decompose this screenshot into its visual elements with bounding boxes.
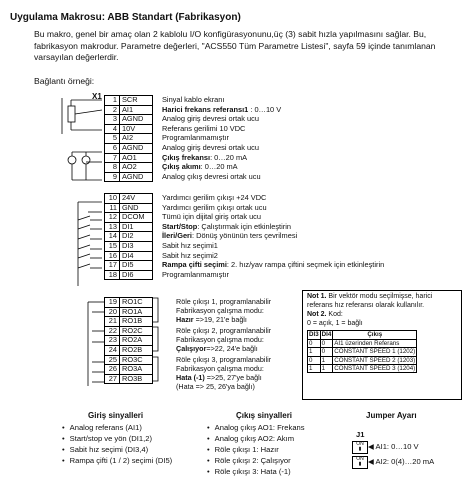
terminal-row [105,261,153,271]
terminal-code: 24V [120,194,153,204]
intro-paragraph: Bu makro, genel bir amaç olan 2 kablolu I/O konfigürasyonunu,üç (3) sabit hızla yapılmasını sağlar. Bu, fabrikasyon makrodur. Parametre değerleri, "ACS550 Tüm Parametre Listesi", sayfa 59 içinde tanımlanan varsayılan değerlerdir. [34,29,436,62]
example-label: Bağlantı örneği: [34,76,95,86]
terminal-description [162,203,384,213]
terminal-description [162,124,281,134]
outputs-list [207,422,305,477]
terminal-description-text: Yardımcı gerilim çıkışı ortak ucu [162,202,267,212]
speed-table-row [308,348,417,356]
relay-descriptions [176,297,271,391]
output-signal-item: • Analog çıkış AO2: Akım [207,433,305,444]
terminal-table-digital [104,193,153,280]
jumper-ai2: ◀ AI2: 0(4)…20 mA [368,457,435,466]
terminal-description-bold: Harici frekans referansı1 [162,104,249,114]
speed-table-header-cell: Çıkış [333,331,417,339]
terminal-description-text: : 2. hız/yav rampa çiftini seçmek için etkinleştirin [226,260,385,270]
speed-table-cell: 0 [308,356,321,364]
input-signal-item: • Sabit hız seçimi (DI3,4) [62,444,172,455]
inputs-title: Giriş sinyalleri [88,411,144,420]
speed-table-header-cell: DI3 [309,331,319,339]
terminal-description-text: : 0…10 V [248,104,282,114]
terminal-description-bold: Rampa çifti seçimi [162,260,227,270]
terminal-code: AI1 [120,105,153,115]
terminal-row [105,317,153,327]
terminal-description-text: Sabit hız seçimi1 [162,240,218,250]
terminal-description [162,133,281,143]
terminal-number: 17 [105,261,120,271]
terminal-number: 27 [105,374,120,384]
terminal-code: AGND [120,172,153,182]
jumper-on-label-1: ON [356,441,364,447]
inputs-list [62,422,172,466]
relay3-fault-note: (Hata => 25, 26'ya bağlı) [176,382,255,391]
terminal-description [162,212,384,222]
terminal-row [105,241,153,251]
terminal-description [162,153,281,163]
terminal-description-text: Tümü için dijital giriş ortak ucu [162,212,261,222]
output-signal-item: • Röle çıkışı 2: Çalışıyor [207,455,305,466]
terminal-description-text: Analog giriş devresi ortak ucu [162,142,259,152]
terminal-number: 11 [105,203,120,213]
terminal-description-text: Programlanmamıştır [162,133,229,143]
terminal-code: RO3B [120,374,153,384]
speed-table-header-cell: DI4 [321,331,332,339]
jumper-ai2-text: AI2: 0(4)…20 mA [375,457,435,466]
input-signal-item: • Analog referans (AI1) [62,422,172,433]
terminal-description [162,193,384,203]
speed-table-cell: 0 [320,348,333,356]
terminal-row [105,365,153,375]
x1-label: X1 [92,92,102,101]
relay2-line1: Röle çıkışı 2, programlanabilir [176,326,272,335]
terminal-description [162,105,281,115]
terminal-number: 24 [105,345,120,355]
speed-table-row [308,356,417,364]
terminal-number: 1 [105,96,120,106]
speed-table-cell: CONSTANT SPEED 3 (1204) [334,365,416,372]
terminal-description-text: : 0…20 mA [200,162,238,172]
input-signal-item: • Rampa çifti (1 / 2) seçimi (DI5) [62,455,172,466]
speed-table-cell: CONSTANT SPEED 1 (1202) [334,348,416,356]
jumper-label: J1 [356,430,365,439]
terminal-description [162,162,281,172]
terminal-description-text: Yardımcı gerilim çıkışı +24 VDC [162,193,267,202]
output-signal-item: • Röle çıkışı 1: Hazır [207,444,305,455]
terminal-code: GND [120,203,153,213]
relay2-line2: Fabrikasyon çalışma modu: [176,335,264,344]
terminal-row [105,213,153,223]
terminal-code: RO3A [120,365,153,375]
terminal-row [105,374,153,384]
speed-table-cell: 1 [308,348,321,356]
terminal-description-bold: Çıkış frekansı [162,152,211,162]
terminal-code: 10V [120,124,153,134]
terminal-description-bold: Start/Stop [162,221,198,231]
terminal-code: AO1 [120,153,153,163]
terminal-description [162,143,281,153]
speed-table-cell: 1 [320,365,333,373]
terminal-number: 22 [105,326,120,336]
terminal-description-text: : Çalıştırmak için etkinleştirin [197,221,291,231]
wiring-schematic [58,96,110,292]
speed-table-cell: 0 [320,339,333,347]
input-signal-item: • Start/stop ve yön (DI1,2) [62,433,172,444]
terminal-table-relay [104,297,153,384]
terminal-code: RO2C [120,326,153,336]
terminal-code: AGND [120,143,153,153]
terminal-number: 9 [105,172,120,182]
terminal-code: DCOM [120,213,153,223]
terminal-code: RO1A [120,307,153,317]
digital-descriptions [162,193,384,279]
terminal-number: 20 [105,307,120,317]
terminal-description [162,95,281,105]
terminal-description-text: Programlanmamıştır [162,269,229,279]
terminal-code: RO1B [120,317,153,327]
terminal-code: DI3 [120,241,153,251]
terminal-row [105,115,153,125]
terminal-table-analog [104,95,153,182]
relay1-line2: Fabrikasyon çalışma modu: [176,306,264,315]
output-signal-item: • Analog çıkış AO1: Frekans [207,422,305,433]
relay1-connection: =>19, 21'e bağlı [193,315,247,324]
analog-descriptions [162,95,281,181]
jumper-switch-icon-2: ON ▮ [352,456,368,469]
speed-table-cell: 1 [308,365,321,373]
terminal-description [162,251,384,261]
relay1-mode: Hazır [176,315,194,324]
terminal-number: 26 [105,365,120,375]
terminal-code: RO2B [120,345,153,355]
terminal-description [162,222,384,232]
terminal-number: 3 [105,115,120,125]
terminal-description-text: Referans gerilimi 10 VDC [162,123,246,133]
speed-select-table [307,330,417,373]
terminal-code: AGND [120,115,153,125]
terminal-row [105,143,153,153]
note1-label: Not 1. [307,293,327,300]
speed-table-cell: AI1 üzerinden Referans [333,339,417,347]
relay3-line1: Röle çıkışı 3, programlanabilir [176,355,272,364]
relay2-mode: Çalışıyor [176,344,207,353]
jumper-switch-icon: ON ▮ [352,441,368,454]
jumper-title: Jumper Ayarı [366,411,417,420]
terminal-row [105,194,153,204]
relay3-connection: =>25, 27'ye bağlı [204,373,262,382]
terminal-code: DI2 [120,232,153,242]
terminal-description-text: Sinyal kablo ekranı [162,95,225,104]
terminal-number: 25 [105,355,120,365]
terminal-description-bold: Çıkış akımı [162,162,201,172]
terminal-number: 6 [105,143,120,153]
speed-table-row [308,365,417,373]
terminal-row [105,163,153,173]
terminal-number: 13 [105,222,120,232]
relay3-line2: Fabrikasyon çalışma modu: [176,364,264,373]
terminal-number: 5 [105,134,120,144]
terminal-code: AO2 [120,163,153,173]
terminal-code: RO3C [120,355,153,365]
terminal-number: 15 [105,241,120,251]
terminal-code: DI1 [120,222,153,232]
terminal-code: DI4 [120,251,153,261]
speed-table-header [308,331,417,339]
speed-table-cell: 1 [320,356,333,364]
terminal-row [105,345,153,355]
terminal-description [162,231,384,241]
jumper-on-label-2: ON [356,456,364,462]
note2-text: Kod: [326,311,343,319]
terminal-description-text: Analog çıkış devresi ortak ucu [162,171,261,181]
terminal-number: 21 [105,317,120,327]
terminal-number: 23 [105,336,120,346]
terminal-number: 16 [105,251,120,261]
terminal-description [162,172,281,182]
terminal-row [105,298,153,308]
relay2-connection: =>22, 24'e bağlı [206,344,258,353]
terminal-code: AI2 [120,134,153,144]
jumper-ai1-text: AI1: 0…10 V [375,442,419,451]
terminal-description [162,270,384,280]
speed-table-cell: 0 [308,339,321,347]
terminal-number: 4 [105,124,120,134]
terminal-number: 19 [105,298,120,308]
terminal-code: RO1C [120,298,153,308]
terminal-code: DI5 [120,261,153,271]
relay-braces [150,296,172,388]
terminal-description-bold: İleri/Geri [162,231,192,241]
terminal-description-text: Analog giriş devresi ortak ucu [162,114,259,124]
terminal-description-text: : 0…20 mA [210,152,248,162]
jumper-ai1: ◀ AI1: 0…10 V [368,442,419,451]
terminal-code: SCR [120,96,153,106]
relay-wiring [84,298,106,390]
terminal-row [105,270,153,280]
terminal-row [105,172,153,182]
terminal-description-text: : Dönüş yönünün ters çevrilmesi [192,231,298,241]
speed-table-row [308,339,417,347]
notes-box [302,290,462,400]
terminal-number: 12 [105,213,120,223]
terminal-code: RO2A [120,336,153,346]
terminal-number: 8 [105,163,120,173]
relay1-line1: Röle çıkışı 1, programlanabilir [176,297,272,306]
terminal-number: 7 [105,153,120,163]
page-title: Uygulama Makrosu: ABB Standart (Fabrikasyon) [10,12,241,23]
terminal-number: 10 [105,194,120,204]
speed-table-cell: CONSTANT SPEED 2 (1203) [334,356,416,364]
terminal-number: 2 [105,105,120,115]
terminal-description [162,241,384,251]
relay3-mode: Hata (-1) [176,373,205,382]
terminal-number: 18 [105,270,120,280]
output-signal-item: • Röle çıkışı 3: Hata (-1) [207,466,305,477]
terminal-description [162,114,281,124]
terminal-code: DI6 [120,270,153,280]
terminal-description [162,260,384,270]
terminal-number: 14 [105,232,120,242]
terminal-row [105,96,153,106]
outputs-title: Çıkış sinyalleri [236,411,293,420]
note1-text: Bir vektör modu seçilmişse, harici referans hız referansı olarak kullanılır. [307,293,433,309]
terminal-description-text: Sabit hız seçimi2 [162,250,218,260]
note2-code: 0 = açık, 1 = bağlı [307,319,363,327]
note2-label: Not 2. [307,311,327,319]
